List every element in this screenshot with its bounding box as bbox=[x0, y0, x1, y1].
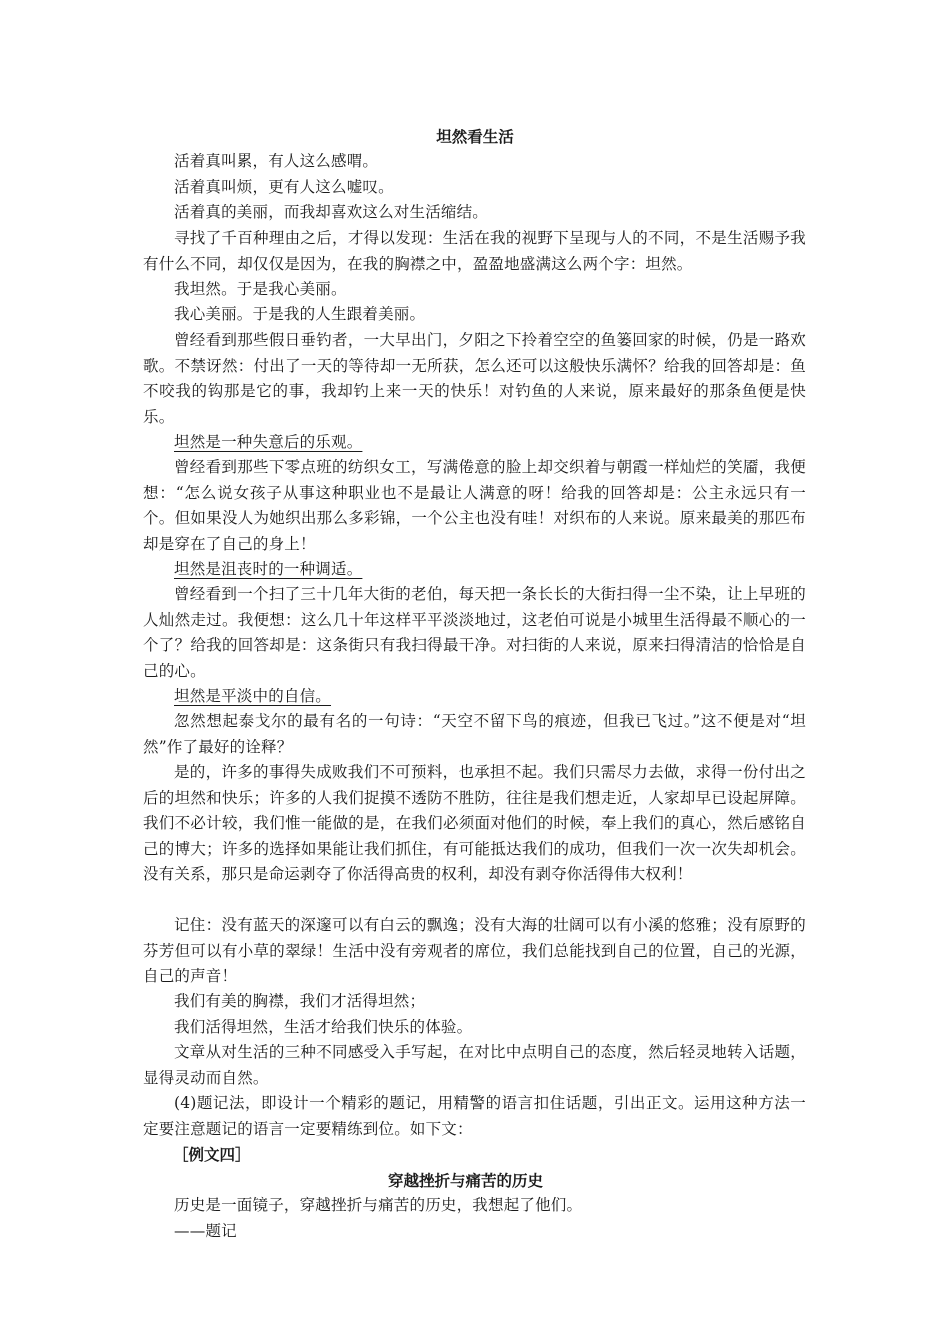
paragraph: 我心美丽。于是我的人生跟着美丽。 bbox=[174, 305, 426, 323]
paragraph: 活着真叫烦，更有人这么嘘叹。 bbox=[174, 178, 394, 196]
paragraph: 曾经看到那些假日垂钓者，一大早出门，夕阳之下拎着空空的鱼篓回家的时候，仍是一路欢歌。不禁讶然：付出了一天的等待却一无所获，怎么还可以这般快乐满怀？给我的回答却是：鱼不咬我的钩那是它的事，我却钓上来一天的快乐！对钓鱼的人来说，原来最好的那条鱼便是快乐。 bbox=[143, 331, 806, 426]
example-title: 穿越挫折与痛苦的历史 bbox=[388, 1172, 544, 1190]
paragraph: 历史是一面镜子，穿越挫折与痛苦的历史，我想起了他们。 bbox=[174, 1196, 583, 1214]
underlined-sentence: 坦然是沮丧时的一种调适。 bbox=[174, 560, 363, 578]
paragraph: 忽然想起泰戈尔的最有名的一句诗：“天空不留下鸟的痕迹，但我已飞过。”这不便是对“坦然”作了最好的诠释？ bbox=[143, 712, 806, 756]
paragraph: 曾经看到那些下零点班的纺织女工，写满倦意的脸上却交织着与朝霞一样灿烂的笑靥，我便想：“怎么说女孩子从事这种职业也不是最让人满意的呀！给我的回答却是：公主永远只有一个。但如果没人为她织出那么多彩锦，一个公主也没有哇！对织布的人来说。原来最美的那匹布却是穿在了自己的身上！ bbox=[143, 458, 806, 553]
key-sentence bbox=[143, 557, 806, 583]
key-sentence bbox=[143, 684, 806, 710]
paragraph: 寻找了千百种理由之后，才得以发现：生活在我的视野下呈现与人的不同，不是生活赐予我有什么不同，却仅仅是因为，在我的胸襟之中，盈盈地盛满这么两个字：坦然。 bbox=[143, 229, 806, 273]
paragraph: 是的，许多的事得失成败我们不可预料，也承担不起。我们只需尽力去做，求得一份付出之后的坦然和快乐；许多的人我们捉摸不透防不胜防，往往是我们想走近，人家却早已设起屏障。我们不必计较，我们惟一能做的是，在我们必须面对他们的时候，奉上我们的真心，然后感铭自己的博大；许多的选择如果能让我们抓住，有可能抵达我们的成功，但我们一次一次失却机会。没有关系，那只是命运剥夺了你活得高贵的权利，却没有剥夺你活得伟大权利！ bbox=[143, 763, 806, 883]
paragraph: 活着真的美丽，而我却喜欢这么对生活缩结。 bbox=[174, 203, 489, 221]
example-label: ［例文四］ bbox=[173, 1146, 251, 1164]
paragraph: 文章从对生活的三种不同感受入手写起，在对比中点明自己的态度，然后轻灵地转入话题，显得灵动而自然。 bbox=[143, 1043, 806, 1087]
underlined-sentence: 坦然是一种失意后的乐观。 bbox=[174, 433, 363, 451]
paragraph: 曾经看到一个扫了三十几年大街的老伯，每天把一条长长的大街扫得一尘不染，让上早班的人灿然走过。我便想：这么几十年这样平平淡淡地过，这老伯可说是小城里生活得最不顺心的一个了？给我的回答却是：这条街只有我扫得最干净。对扫街的人来说，原来扫得清洁的恰恰是自己的心。 bbox=[143, 585, 806, 680]
paragraph: 我们有美的胸襟，我们才活得坦然； bbox=[174, 992, 426, 1010]
paragraph: (4)题记法，即设计一个精彩的题记，用精警的语言扣住话题，引出正文。运用这种方法一定要注意题记的语言一定要精练到位。如下文： bbox=[143, 1094, 806, 1138]
epigraph-attribution: ——题记 bbox=[174, 1222, 237, 1240]
paragraph: 活着真叫累，有人这么感喟。 bbox=[174, 152, 379, 170]
paragraph: 记住：没有蓝天的深邃可以有白云的飘逸；没有大海的壮阔可以有小溪的悠雅；没有原野的芬芳但可以有小草的翠绿！生活中没有旁观者的席位，我们总能找到自己的位置，自己的光源，自己的声音！ bbox=[143, 916, 806, 985]
paragraph: 我们活得坦然，生活才给我们快乐的体验。 bbox=[174, 1018, 473, 1036]
key-sentence bbox=[143, 430, 806, 456]
paragraph: 我坦然。于是我心美丽。 bbox=[174, 280, 347, 298]
article-title: 坦然看生活 bbox=[436, 128, 514, 146]
underlined-sentence: 坦然是平淡中的自信。 bbox=[174, 687, 332, 705]
